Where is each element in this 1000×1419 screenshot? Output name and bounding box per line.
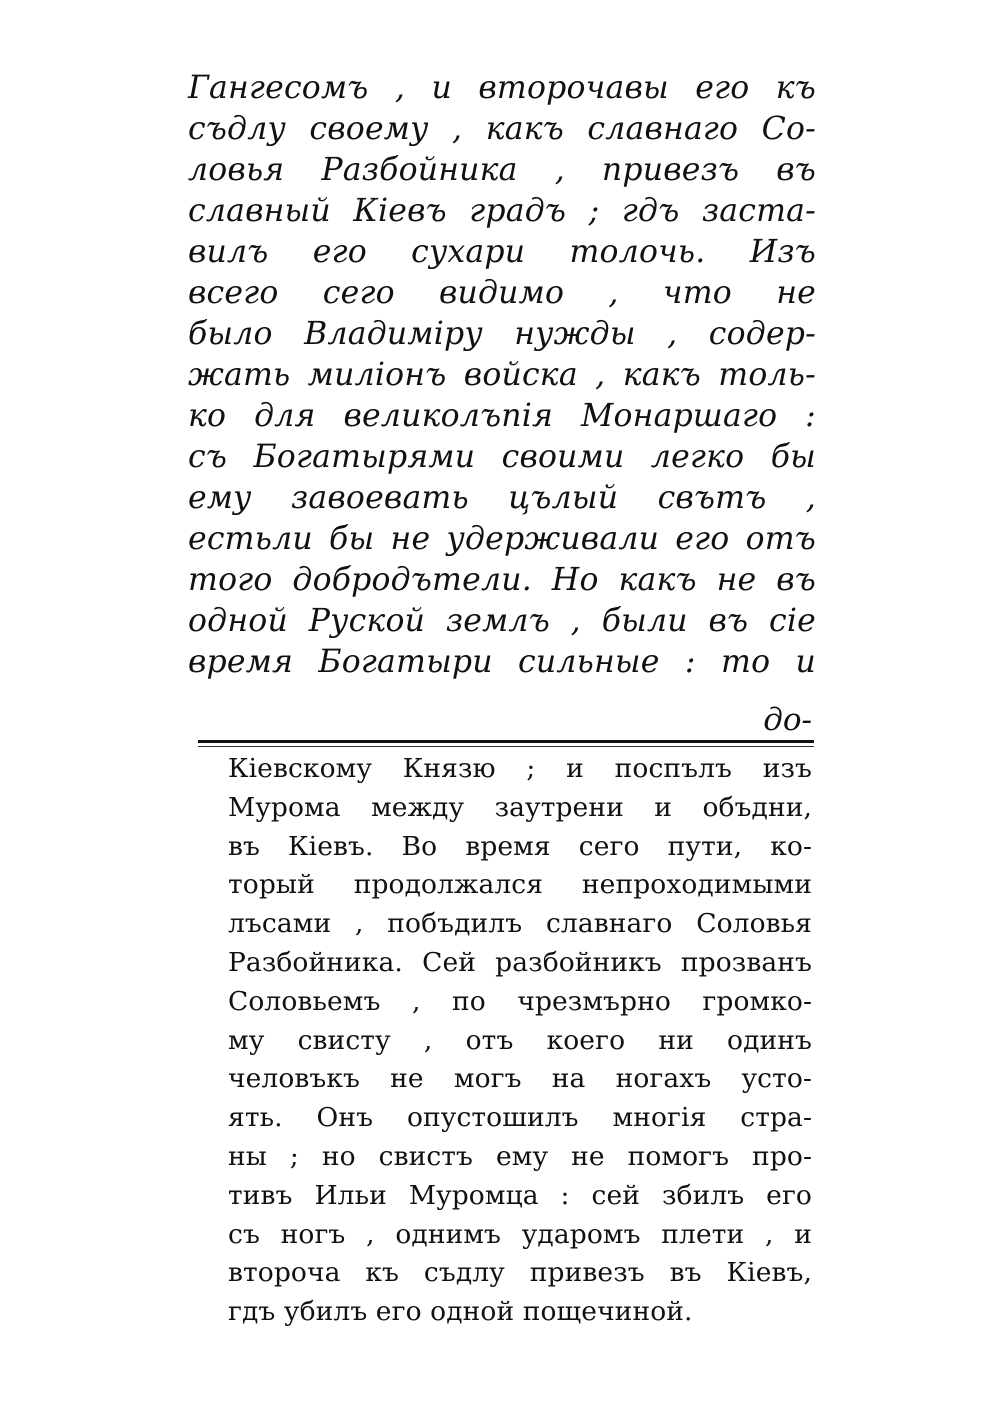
footnote-line: тивъ Ильи Муромца : сей збилъ его — [228, 1179, 812, 1211]
footnote-line: человъкъ не могъ на ногахъ усто- — [228, 1063, 812, 1095]
main-text-line: жать милiонъ войска , какъ толь- — [188, 357, 816, 393]
footnote-line: торый продолжался непроходимыми — [228, 869, 812, 901]
main-text-line: ему завоевать цълый свътъ , — [188, 480, 816, 516]
main-text-line: ловья Разбойника , привезъ въ — [188, 152, 816, 188]
footnote-divider-rule — [198, 740, 814, 743]
main-text-block — [188, 68, 816, 683]
footnote-line: Разбойника. Сей разбойникъ прозванъ — [228, 946, 812, 978]
main-text-line: съдлу своему , какъ славнаго Со- — [188, 111, 816, 147]
footnote-line: Мурома между заутрени и объдни, — [228, 791, 812, 823]
footnote-block — [228, 750, 812, 1332]
footnote-line: ять. Онъ опустошилъ многiя стра- — [228, 1102, 812, 1134]
main-text-line: было Владимiру нужды , содер- — [188, 316, 816, 352]
footnote-line: му свисту , отъ коего ни одинъ — [228, 1024, 812, 1056]
main-text-line: естьли бы не удерживали его отъ — [188, 521, 816, 557]
main-text-line: ко для великолъпiя Монаршаго : — [188, 398, 816, 434]
footnote-line: ны ; но свистъ ему не помогъ про- — [228, 1140, 812, 1172]
footnote-line: гдъ убилъ его одной пощечиной. — [228, 1296, 693, 1328]
footnote-divider-hairline — [198, 746, 814, 747]
footnote-line: второчa къ съдлу привезъ въ Кiевъ, — [228, 1257, 812, 1289]
footnote-line: лъсами , побъдилъ славнаго Соловья — [228, 908, 812, 940]
footnote-line: съ ногъ , однимъ ударомъ плети , и — [228, 1218, 812, 1250]
main-text-line: всего сего видимо , что не — [188, 275, 816, 311]
main-text-line: Гангесомъ , и второчавы его къ — [188, 70, 816, 106]
footnote-line: Кiевскому Князю ; и поспълъ изъ — [228, 753, 812, 784]
main-text-line: съ Богатырями своими легко бы — [188, 439, 816, 475]
catchword: до- — [763, 702, 812, 738]
main-text-line: вилъ его сухари толочь. Изъ — [188, 234, 816, 270]
main-text-line: славный Кiевъ градъ ; гдъ заста- — [188, 193, 816, 229]
main-text-line: одной Руской землъ , были въ сiе — [188, 603, 816, 639]
footnote-line: въ Кiевъ. Во время сего пути, ко- — [228, 830, 812, 862]
footnote-line: Соловьемъ , по чрезмърно громко- — [228, 985, 812, 1017]
main-text-line: того добродътели. Но какъ не въ — [188, 562, 816, 598]
main-text-line: время Богатыри сильные : то и — [188, 644, 816, 680]
